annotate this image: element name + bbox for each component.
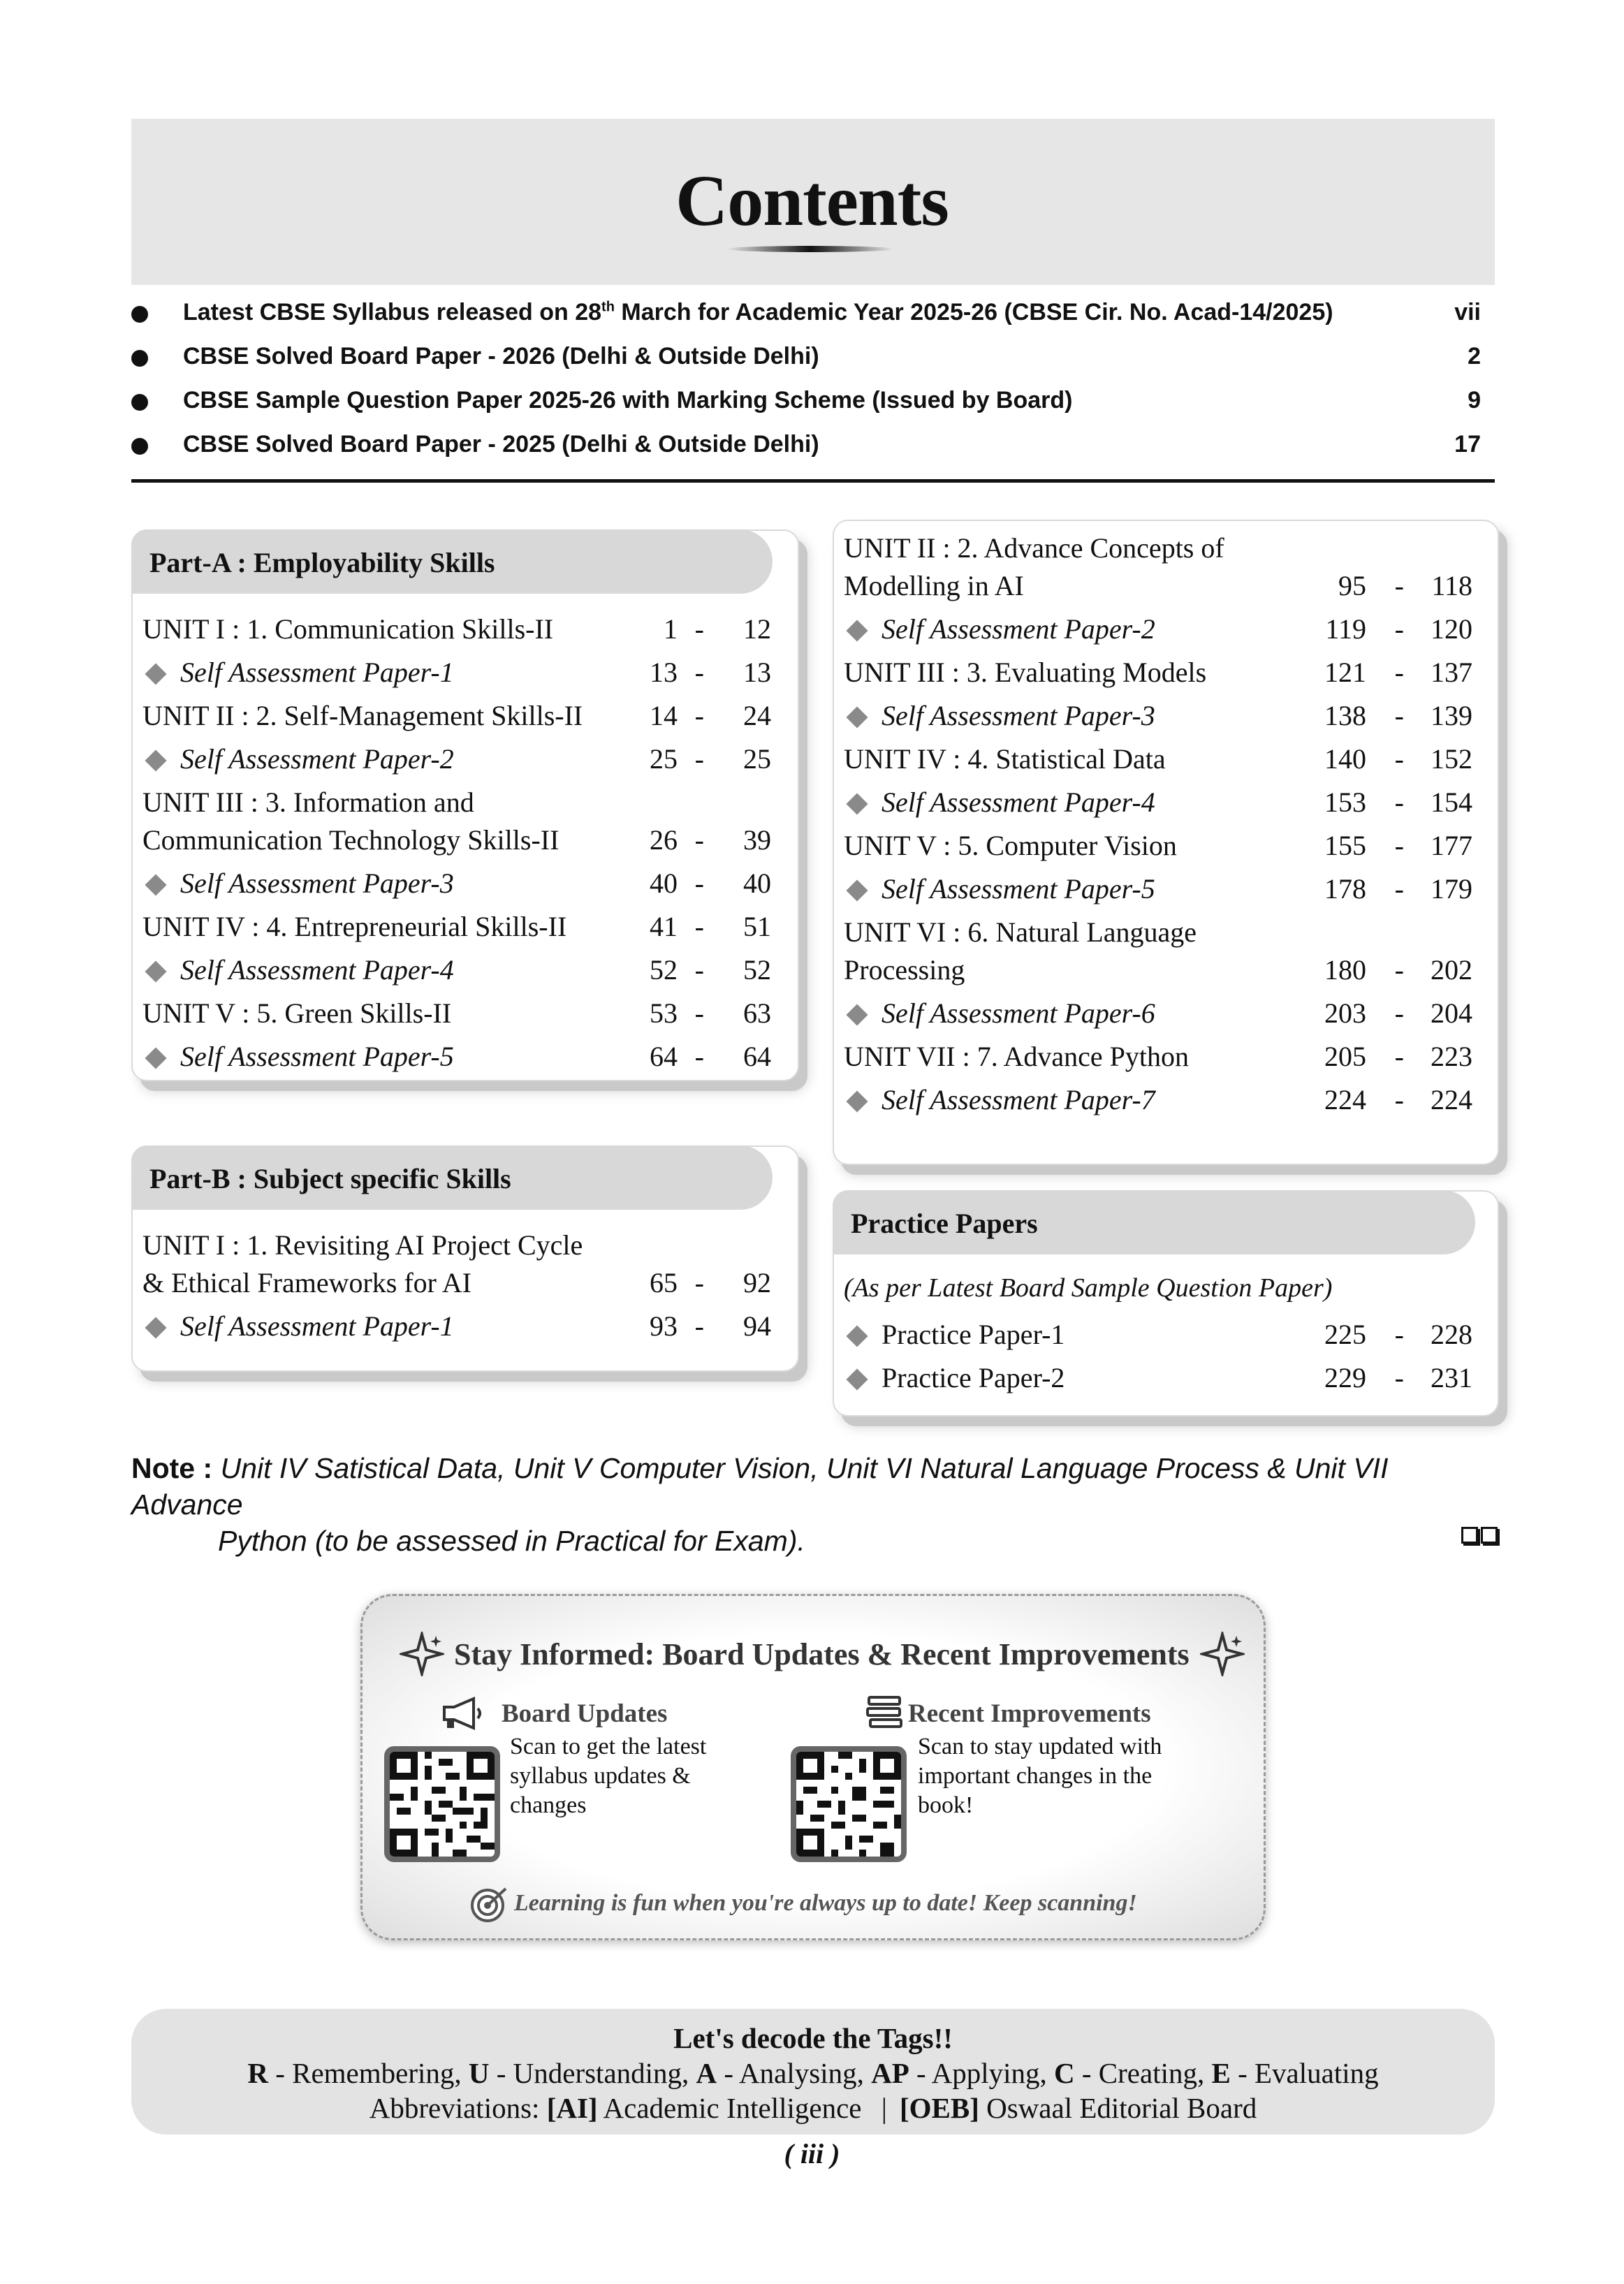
diamond-bullet-icon bbox=[145, 874, 166, 895]
contents-row bbox=[844, 827, 1472, 865]
abbreviation-code: [AI] bbox=[546, 2092, 598, 2124]
row-title: Practice Paper-2 bbox=[882, 1362, 1065, 1393]
page-from: 180 bbox=[1324, 954, 1366, 986]
page-from: 178 bbox=[1324, 873, 1366, 905]
recent-improvements-qr-code[interactable] bbox=[791, 1746, 907, 1862]
row-title: Self Assessment Paper-2 bbox=[180, 743, 454, 775]
contents-row bbox=[844, 951, 1472, 989]
self-assessment-row bbox=[142, 654, 771, 691]
page-range-dash: - bbox=[694, 613, 704, 645]
books-icon bbox=[865, 1693, 904, 1732]
row-title: Self Assessment Paper-3 bbox=[180, 868, 454, 899]
abbreviation-code: [OEB] bbox=[899, 2092, 979, 2124]
contents-row bbox=[844, 654, 1472, 691]
page-from: 65 bbox=[650, 1267, 678, 1298]
page-to: 25 bbox=[743, 743, 771, 775]
row-title: Self Assessment Paper-5 bbox=[882, 873, 1155, 905]
row-title: UNIT II : 2. Self-Management Skills-II bbox=[142, 700, 583, 731]
tag-code: A bbox=[696, 2057, 717, 2089]
divider bbox=[131, 479, 1495, 483]
contents-row bbox=[844, 1038, 1472, 1076]
page-range-dash: - bbox=[694, 700, 704, 731]
page-to: 118 bbox=[1431, 570, 1472, 601]
row-title: Communication Technology Skills-II bbox=[142, 824, 559, 856]
page-range-dash: - bbox=[1394, 873, 1404, 905]
row-title: Self Assessment Paper-4 bbox=[882, 786, 1155, 818]
tag-label: - Remembering, bbox=[268, 2057, 469, 2089]
contents-entry-page: vii bbox=[1454, 299, 1481, 325]
diamond-bullet-icon bbox=[145, 960, 166, 982]
page-range-dash: - bbox=[694, 824, 704, 856]
board-updates-desc-line: Scan to get the latest bbox=[510, 1734, 707, 1759]
row-title: UNIT VI : 6. Natural Language bbox=[844, 916, 1197, 948]
self-assessment-row bbox=[142, 1308, 771, 1345]
contents-entry-label: CBSE Solved Board Paper - 2026 (Delhi & Outside Delhi) bbox=[183, 343, 819, 369]
row-title: Self Assessment Paper-1 bbox=[180, 657, 454, 688]
diamond-bullet-icon bbox=[846, 1368, 868, 1390]
page-range-dash: - bbox=[694, 954, 704, 986]
tag-label: - Creating, bbox=[1074, 2057, 1212, 2089]
tag-code: R bbox=[247, 2057, 268, 2089]
part-b-title: Part-B : Subject specific Skills bbox=[149, 1163, 511, 1194]
diamond-bullet-icon bbox=[846, 1090, 868, 1112]
page-from: 155 bbox=[1324, 830, 1366, 861]
self-assessment-row bbox=[844, 784, 1472, 821]
tag-label: - Evaluating bbox=[1230, 2057, 1379, 2089]
page-from: 95 bbox=[1338, 570, 1366, 601]
page-range-dash: - bbox=[1394, 830, 1404, 861]
row-title: Self Assessment Paper-3 bbox=[882, 700, 1155, 731]
separator: | bbox=[881, 2092, 887, 2124]
page-to: 223 bbox=[1431, 1041, 1472, 1072]
page-range-dash: - bbox=[694, 1267, 704, 1298]
megaphone-icon bbox=[440, 1696, 485, 1731]
self-assessment-row bbox=[142, 1038, 771, 1076]
contents-row bbox=[844, 567, 1472, 605]
contents-row bbox=[142, 995, 771, 1032]
bullet-icon bbox=[131, 306, 148, 323]
page-from: 229 bbox=[1324, 1362, 1366, 1393]
row-title: Self Assessment Paper-4 bbox=[180, 954, 454, 986]
stay-informed-title: Stay Informed: Board Updates & Recent Improvements bbox=[454, 1637, 1190, 1671]
diamond-bullet-icon bbox=[846, 620, 868, 641]
page-from: 203 bbox=[1324, 997, 1366, 1029]
page-to: 92 bbox=[743, 1267, 771, 1298]
page-from: 53 bbox=[650, 997, 678, 1029]
page-to: 120 bbox=[1431, 613, 1472, 645]
page-to: 177 bbox=[1431, 830, 1472, 861]
tag-code: U bbox=[468, 2057, 490, 2089]
contents-row bbox=[142, 1264, 771, 1302]
page-from: 121 bbox=[1324, 657, 1366, 688]
diamond-bullet-icon bbox=[145, 749, 166, 771]
page-to: 13 bbox=[743, 657, 771, 688]
bullet-icon bbox=[131, 438, 148, 455]
row-title: UNIT VII : 7. Advance Python bbox=[844, 1041, 1190, 1072]
page-to: 202 bbox=[1431, 954, 1472, 986]
diamond-bullet-icon bbox=[846, 1004, 868, 1025]
abbreviations-label: Abbreviations: bbox=[369, 2092, 547, 2124]
page-from: 1 bbox=[664, 613, 678, 645]
recent-improvements-desc-line: important changes in the bbox=[918, 1763, 1153, 1789]
self-assessment-row bbox=[142, 865, 771, 902]
page-to: 94 bbox=[743, 1310, 771, 1342]
contents-entry-label: CBSE Solved Board Paper - 2025 (Delhi & Outside Delhi) bbox=[183, 431, 819, 457]
contents-row bbox=[844, 529, 1472, 567]
page-from: 224 bbox=[1324, 1084, 1366, 1115]
contents-entry-label: CBSE Sample Question Paper 2025-26 with Marking Scheme (Issued by Board) bbox=[183, 387, 1073, 413]
page-range-dash: - bbox=[1394, 954, 1404, 986]
page-to: 24 bbox=[743, 700, 771, 731]
contents-entry bbox=[131, 293, 1495, 337]
self-assessment-row bbox=[844, 995, 1472, 1032]
row-title: UNIT I : 1. Communication Skills-II bbox=[142, 613, 554, 645]
abbreviation-label: Oswaal Editorial Board bbox=[979, 2092, 1257, 2124]
contents-entry-page: 17 bbox=[1454, 431, 1481, 457]
page-to: 179 bbox=[1431, 873, 1472, 905]
diamond-bullet-icon bbox=[846, 793, 868, 814]
row-title: UNIT II : 2. Advance Concepts of bbox=[844, 532, 1224, 564]
contents-entry bbox=[131, 425, 1495, 469]
contents-entry bbox=[131, 337, 1495, 381]
page-from: 64 bbox=[650, 1041, 678, 1072]
page-range-dash: - bbox=[1394, 1041, 1404, 1072]
row-title: Self Assessment Paper-1 bbox=[180, 1310, 454, 1342]
recent-improvements-desc-line: Scan to stay updated with bbox=[918, 1734, 1162, 1759]
page-to: 39 bbox=[743, 824, 771, 856]
page-to: 152 bbox=[1431, 743, 1472, 775]
page-range-dash: - bbox=[694, 657, 704, 688]
practice-papers-title: Practice Papers bbox=[851, 1208, 1038, 1239]
row-title: UNIT III : 3. Information and bbox=[142, 786, 474, 818]
part-a-title: Part-A : Employability Skills bbox=[149, 547, 495, 578]
contents-row bbox=[142, 821, 771, 859]
tags-legend bbox=[131, 2056, 1495, 2090]
diamond-bullet-icon bbox=[846, 879, 868, 901]
note bbox=[131, 1450, 1500, 1559]
contents-entry-page: 2 bbox=[1468, 343, 1481, 369]
row-title: Processing bbox=[844, 954, 965, 986]
page-range-dash: - bbox=[1394, 743, 1404, 775]
contents-row bbox=[142, 1227, 771, 1264]
contents-row bbox=[142, 784, 771, 821]
page-from: 40 bbox=[650, 868, 678, 899]
recent-improvements-title: Recent Improvements bbox=[908, 1699, 1151, 1728]
page-to: 154 bbox=[1431, 786, 1472, 818]
page-range-dash: - bbox=[694, 997, 704, 1029]
board-updates-qr-code[interactable] bbox=[384, 1746, 500, 1862]
page-range-dash: - bbox=[1394, 786, 1404, 818]
board-updates-desc-line: changes bbox=[510, 1792, 587, 1818]
row-title: UNIT III : 3. Evaluating Models bbox=[844, 657, 1207, 688]
page-to: 51 bbox=[743, 911, 771, 942]
abbreviation-label: Academic Intelligence bbox=[597, 2092, 869, 2124]
page-range-dash: - bbox=[1394, 570, 1404, 601]
row-title: UNIT IV : 4. Statistical Data bbox=[844, 743, 1166, 775]
practice-papers-subtitle: (As per Latest Board Sample Question Paper) bbox=[844, 1273, 1333, 1303]
page-range-dash: - bbox=[694, 1310, 704, 1342]
contents-row bbox=[844, 1359, 1472, 1397]
row-title: Self Assessment Paper-5 bbox=[180, 1041, 454, 1072]
tag-label: - Understanding, bbox=[489, 2057, 696, 2089]
contents-entry-label: Latest CBSE Syllabus released on 28th March for Academic Year 2025-26 (CBSE Cir. No. Acad-14/2025) bbox=[183, 299, 1333, 325]
recent-improvements-description bbox=[918, 1732, 1162, 1820]
page-to: 231 bbox=[1431, 1362, 1472, 1393]
page-from: 41 bbox=[650, 911, 678, 942]
diamond-bullet-icon bbox=[145, 663, 166, 685]
row-title: Self Assessment Paper-7 bbox=[882, 1084, 1155, 1115]
note-label: Note : bbox=[131, 1452, 213, 1484]
self-assessment-row bbox=[844, 610, 1472, 648]
page-range-dash: - bbox=[694, 743, 704, 775]
tag-code: C bbox=[1054, 2057, 1075, 2089]
page-from: 14 bbox=[650, 700, 678, 731]
row-title: UNIT IV : 4. Entrepreneurial Skills-II bbox=[142, 911, 567, 942]
tag-label: - Applying, bbox=[909, 2057, 1055, 2089]
board-updates-desc-line: syllabus updates & bbox=[510, 1763, 691, 1789]
row-title: Self Assessment Paper-6 bbox=[882, 997, 1155, 1029]
contents-row bbox=[142, 697, 771, 735]
page-range-dash: - bbox=[694, 1041, 704, 1072]
diamond-bullet-icon bbox=[145, 1047, 166, 1069]
row-title: Self Assessment Paper-2 bbox=[882, 613, 1155, 645]
tag-label: - Analysing, bbox=[717, 2057, 872, 2089]
contents-row bbox=[844, 1316, 1472, 1354]
abbreviations-line bbox=[131, 2091, 1495, 2125]
page-to: 224 bbox=[1431, 1084, 1472, 1115]
sparkle-icon bbox=[400, 1632, 444, 1676]
page-range-dash: - bbox=[1394, 1362, 1404, 1393]
part-a-heading bbox=[131, 529, 773, 594]
note-text: Unit IV Satistical Data, Unit V Computer Vision, Unit VI Natural Language Process & Unit VII Advance bbox=[131, 1452, 1389, 1521]
end-marks-icon bbox=[1458, 1527, 1498, 1547]
diamond-bullet-icon bbox=[145, 1317, 166, 1338]
page-from: 119 bbox=[1325, 613, 1366, 645]
page-from: 225 bbox=[1324, 1319, 1366, 1350]
practice-papers-heading bbox=[833, 1190, 1475, 1254]
page-range-dash: - bbox=[1394, 1084, 1404, 1115]
page-from: 153 bbox=[1324, 786, 1366, 818]
tag-code: E bbox=[1211, 2057, 1231, 2089]
part-b-heading bbox=[131, 1145, 773, 1210]
contents-row bbox=[844, 914, 1472, 951]
title-underline bbox=[726, 246, 894, 252]
page-to: 12 bbox=[743, 613, 771, 645]
contents-entry-page: 9 bbox=[1468, 387, 1481, 413]
page-to: 228 bbox=[1431, 1319, 1472, 1350]
row-title: Modelling in AI bbox=[844, 570, 1024, 601]
stay-informed-footer: Learning is fun when you're always up to date! Keep scanning! bbox=[514, 1890, 1137, 1916]
page-from: 93 bbox=[650, 1310, 678, 1342]
row-title: UNIT V : 5. Green Skills-II bbox=[142, 997, 452, 1029]
page-from: 140 bbox=[1324, 743, 1366, 775]
board-updates-title: Board Updates bbox=[502, 1699, 668, 1728]
self-assessment-row bbox=[844, 870, 1472, 908]
page-to: 139 bbox=[1431, 700, 1472, 731]
note-text-line2: Python (to be assessed in Practical for Exam). bbox=[218, 1525, 805, 1557]
self-assessment-row bbox=[142, 740, 771, 778]
row-title: & Ethical Frameworks for AI bbox=[142, 1267, 471, 1298]
diamond-bullet-icon bbox=[846, 706, 868, 728]
page-from: 26 bbox=[650, 824, 678, 856]
row-title: UNIT V : 5. Computer Vision bbox=[844, 830, 1177, 861]
row-title: UNIT I : 1. Revisiting AI Project Cycle bbox=[142, 1229, 583, 1261]
page-range-dash: - bbox=[1394, 1319, 1404, 1350]
page-number: ( iii ) bbox=[784, 2138, 840, 2169]
bullet-icon bbox=[131, 394, 148, 411]
contents-row bbox=[844, 740, 1472, 778]
page-title: Contents bbox=[675, 161, 949, 241]
recent-improvements-desc-line: book! bbox=[918, 1792, 974, 1818]
target-icon bbox=[468, 1886, 510, 1922]
contents-row bbox=[142, 908, 771, 946]
tag-code: AP bbox=[871, 2057, 909, 2089]
tags-heading: Let's decode the Tags!! bbox=[673, 2022, 953, 2054]
page-range-dash: - bbox=[1394, 657, 1404, 688]
self-assessment-row bbox=[142, 951, 771, 989]
page-from: 205 bbox=[1324, 1041, 1366, 1072]
page-to: 64 bbox=[743, 1041, 771, 1072]
sparkle-icon bbox=[1200, 1632, 1245, 1676]
page-to: 40 bbox=[743, 868, 771, 899]
page-from: 138 bbox=[1324, 700, 1366, 731]
page-range-dash: - bbox=[694, 868, 704, 899]
page-from: 25 bbox=[650, 743, 678, 775]
board-updates-description bbox=[510, 1732, 706, 1820]
contents-entry bbox=[131, 381, 1495, 425]
page-to: 63 bbox=[743, 997, 771, 1029]
page-range-dash: - bbox=[694, 911, 704, 942]
page-range-dash: - bbox=[1394, 700, 1404, 731]
page-range-dash: - bbox=[1394, 613, 1404, 645]
page-to: 137 bbox=[1431, 657, 1472, 688]
self-assessment-row bbox=[844, 697, 1472, 735]
contents-row bbox=[142, 610, 771, 648]
page-range-dash: - bbox=[1394, 997, 1404, 1029]
page-to: 204 bbox=[1431, 997, 1472, 1029]
diamond-bullet-icon bbox=[846, 1325, 868, 1347]
row-title: Practice Paper-1 bbox=[882, 1319, 1065, 1350]
bullet-icon bbox=[131, 350, 148, 367]
page-from: 13 bbox=[650, 657, 678, 688]
self-assessment-row bbox=[844, 1081, 1472, 1119]
page-to: 52 bbox=[743, 954, 771, 986]
page-from: 52 bbox=[650, 954, 678, 986]
